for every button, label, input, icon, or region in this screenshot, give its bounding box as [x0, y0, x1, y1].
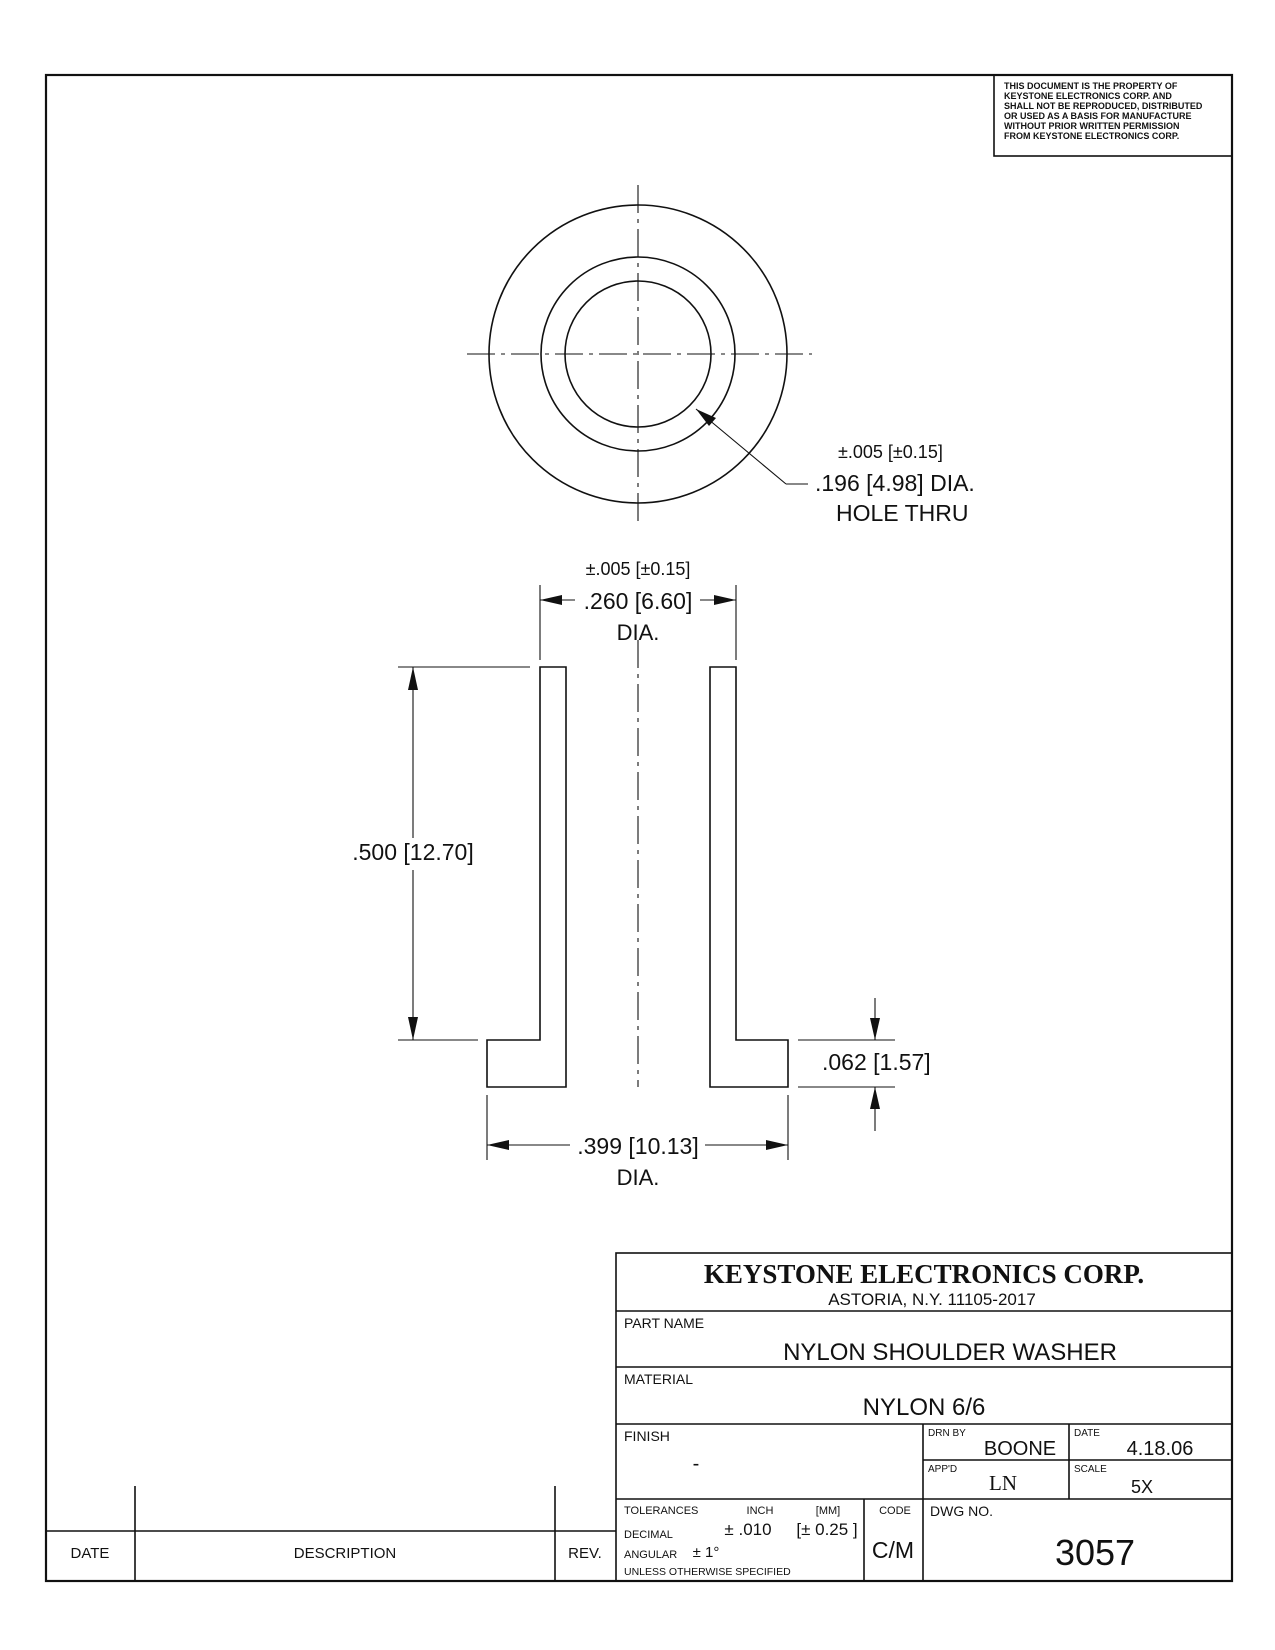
company-address: ASTORIA, N.Y. 11105-2017: [828, 1290, 1036, 1309]
date-value: 4.18.06: [1126, 1438, 1194, 1460]
flange-diameter-label: .399 [10.13]: [577, 1133, 699, 1159]
scale-label: SCALE: [1074, 1464, 1107, 1475]
arrowhead: [766, 1140, 788, 1150]
rev-date-header: DATE: [70, 1545, 110, 1562]
approved-label: APP'D: [928, 1464, 958, 1475]
arrowhead: [870, 1087, 880, 1109]
shoulder-dia-suffix: DIA.: [616, 620, 660, 645]
decimal-label: DECIMAL: [624, 1529, 673, 1541]
right-wall-section: [710, 667, 788, 1087]
scale-value: 5X: [1130, 1477, 1154, 1497]
notice-line: FROM KEYSTONE ELECTRONICS CORP.: [1004, 131, 1180, 141]
title-block: [616, 1253, 1232, 1581]
rev-number-header: REV.: [568, 1545, 602, 1562]
mm-label: [MM]: [815, 1505, 841, 1517]
angular-value: ± 1°: [692, 1544, 720, 1561]
shoulder-diameter-label: .260 [6.60]: [583, 588, 693, 614]
angular-label: ANGULAR: [624, 1549, 678, 1561]
part-name-value: NYLON SHOULDER WASHER: [783, 1339, 1117, 1366]
drawn-by-value: BOONE: [983, 1438, 1057, 1460]
part-name-label: PART NAME: [624, 1315, 705, 1331]
flange-thickness-label: .062 [1.57]: [822, 1049, 931, 1075]
hole-thru-label: HOLE THRU: [836, 500, 969, 526]
section-view: [352, 559, 930, 1190]
arrowhead: [408, 1017, 418, 1040]
left-wall-section: [487, 667, 566, 1087]
arrowhead: [540, 595, 562, 605]
flange-dia-suffix: DIA.: [616, 1165, 660, 1190]
shoulder-tolerance-label: ±.005 [±0.15]: [585, 559, 691, 579]
decimal-mm-value: [± 0.25 ]: [796, 1520, 858, 1539]
company-name: KEYSTONE ELECTRONICS CORP.: [703, 1259, 1145, 1289]
hole-tolerance-label: ±.005 [±0.15]: [838, 442, 943, 462]
proprietary-notice: [994, 75, 1232, 156]
notice-line: OR USED AS A BASIS FOR MANUFACTURE: [1004, 111, 1192, 121]
rev-description-header: DESCRIPTION: [293, 1545, 397, 1562]
drawn-by-label: DRN BY: [928, 1428, 966, 1439]
hole-diameter-label: .196 [4.98] DIA.: [815, 470, 975, 496]
arrowhead: [408, 667, 418, 690]
notice-line: KEYSTONE ELECTRONICS CORP. AND: [1004, 91, 1172, 101]
code-label: CODE: [879, 1505, 911, 1517]
finish-value: -: [692, 1453, 700, 1475]
dwg-no-label: DWG NO.: [930, 1503, 993, 1519]
top-view: [467, 185, 975, 526]
length-label: .500 [12.70]: [352, 839, 474, 865]
material-label: MATERIAL: [624, 1371, 693, 1387]
arrowhead: [487, 1140, 509, 1150]
notice-line: WITHOUT PRIOR WRITTEN PERMISSION: [1004, 121, 1180, 131]
code-value: C/M: [871, 1537, 915, 1563]
unless-specified-note: UNLESS OTHERWISE SPECIFIED: [624, 1566, 791, 1578]
arrowhead: [714, 595, 736, 605]
date-label: DATE: [1074, 1428, 1100, 1439]
revision-block: [46, 1486, 616, 1581]
tolerances-label: TOLERANCES: [624, 1505, 699, 1517]
arrowhead: [870, 1018, 880, 1040]
notice-line: SHALL NOT BE REPRODUCED, DISTRIBUTED: [1004, 101, 1203, 111]
inch-label: INCH: [746, 1505, 774, 1517]
notice-line: THIS DOCUMENT IS THE PROPERTY OF: [1004, 81, 1178, 91]
finish-label: FINISH: [624, 1428, 670, 1444]
decimal-inch-value: ± .010: [724, 1520, 772, 1539]
material-value: NYLON 6/6: [862, 1394, 986, 1421]
dwg-no-value: 3057: [1054, 1532, 1136, 1573]
approved-value: LN: [989, 1471, 1017, 1495]
